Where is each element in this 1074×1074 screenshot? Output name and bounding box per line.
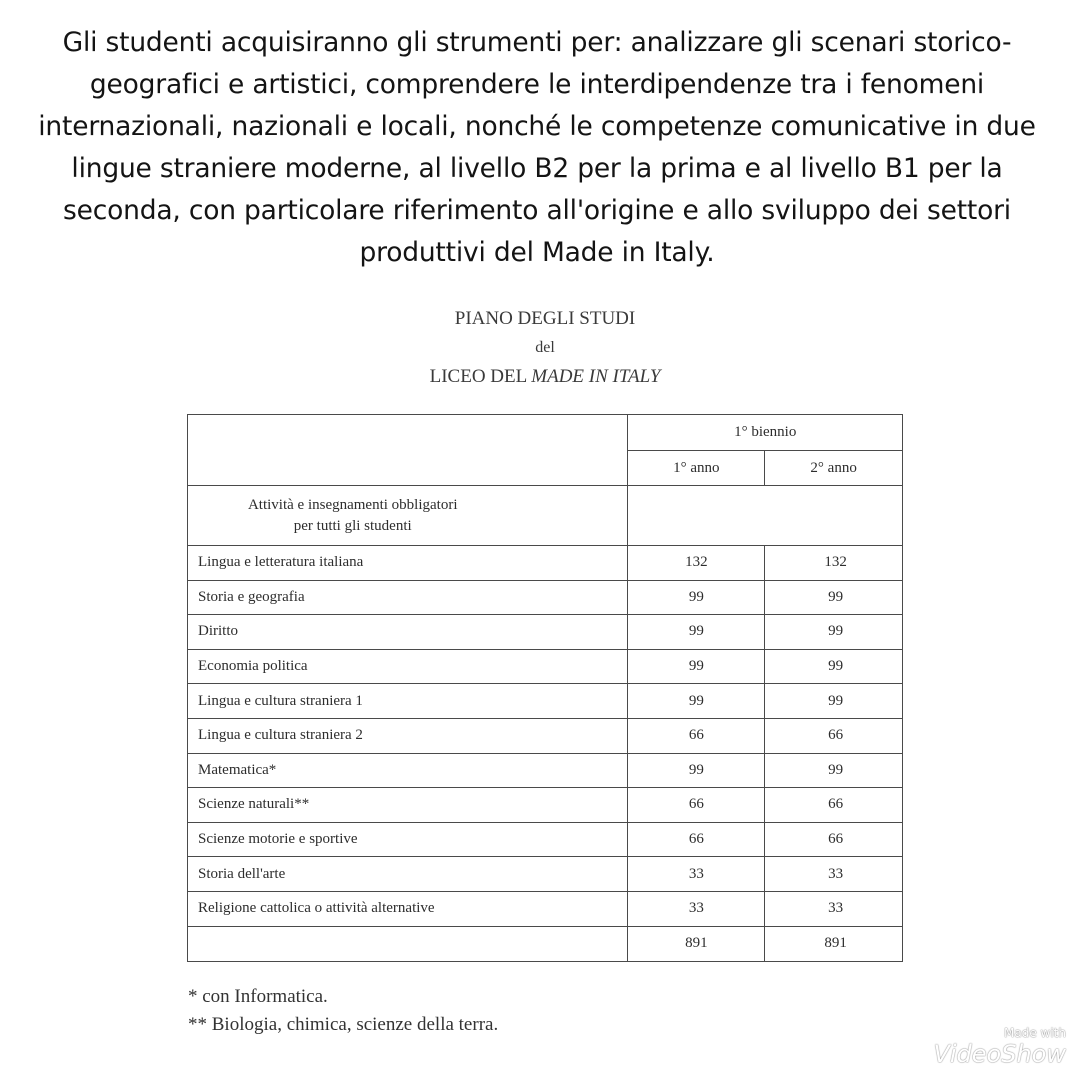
hours-year1: 99 (628, 615, 765, 650)
hours-year2: 132 (765, 546, 903, 581)
hours-year2: 33 (765, 857, 903, 892)
biennio-header: 1° biennio (628, 415, 903, 451)
subject-name: Economia politica (188, 649, 628, 684)
year1-header: 1° anno (628, 451, 765, 486)
table-row (188, 718, 903, 753)
intro-paragraph: Gli studenti acquisiranno gli strumenti per: analizzare gli scenari storico-geografici e artistici, comprendere le interdipendenze tra i fenomeni internazionali, nazionali e locali, nonché le competenze comunicative in due lingue straniere moderne, al livello B2 per la prima e al livello B1 per la seconda, con particolare riferimento all'origine e allo sviluppo dei settori produttivi del Made in Italy. (38, 27, 1036, 268)
section-label-line-1: Attività e insegnamenti obbligatori (247, 496, 458, 513)
hours-year2: 66 (765, 822, 903, 857)
table-row (188, 891, 903, 926)
section-empty-cell (628, 486, 903, 546)
title-line-3-emphasis: MADE IN ITALY (531, 366, 661, 387)
subject-name: Lingua e letteratura italiana (188, 546, 628, 581)
footnote-1: * con Informatica. (188, 986, 328, 1007)
title-line-3 (340, 362, 750, 391)
hours-year1: 33 (628, 891, 765, 926)
subject-name: Lingua e cultura straniera 2 (188, 718, 628, 753)
hours-year1: 66 (628, 788, 765, 823)
title-line-1: PIANO DEGLI STUDI (454, 308, 636, 329)
subject-name: Storia dell'arte (188, 857, 628, 892)
subject-name: Religione cattolica o attività alternative (188, 891, 628, 926)
section-row (188, 486, 903, 546)
section-label (188, 486, 628, 546)
table-row (188, 822, 903, 857)
watermark-logo: VideoShow (933, 1040, 1066, 1068)
hours-year1: 99 (628, 580, 765, 615)
title-line-3-prefix: LICEO DEL (429, 366, 532, 387)
table-row (188, 684, 903, 719)
table-row (188, 753, 903, 788)
hours-year1: 99 (628, 684, 765, 719)
hours-year1: 132 (628, 546, 765, 581)
subject-name: Scienze naturali** (188, 788, 628, 823)
footnotes (188, 983, 498, 1039)
subject-name: Diritto (188, 615, 628, 650)
study-plan-table (187, 414, 903, 962)
total-row (188, 926, 903, 961)
hours-year2: 66 (765, 788, 903, 823)
table-row (188, 788, 903, 823)
table-row (188, 615, 903, 650)
header-row-biennio (188, 415, 903, 451)
header-empty-cell (188, 415, 628, 486)
total-year1: 891 (628, 926, 765, 961)
total-year2: 891 (765, 926, 903, 961)
watermark-line-1: Made with (1004, 1026, 1066, 1040)
watermark (933, 1026, 1066, 1068)
hours-year1: 99 (628, 649, 765, 684)
table-row (188, 546, 903, 581)
section-label-line-2: per tutti gli studenti (293, 517, 412, 534)
hours-year1: 33 (628, 857, 765, 892)
hours-year2: 33 (765, 891, 903, 926)
hours-year1: 66 (628, 822, 765, 857)
document-title (340, 304, 750, 391)
subject-name: Storia e geografia (188, 580, 628, 615)
table-row (188, 649, 903, 684)
hours-year2: 99 (765, 684, 903, 719)
subject-rows (188, 546, 903, 927)
hours-year1: 66 (628, 718, 765, 753)
table-row (188, 580, 903, 615)
table-row (188, 857, 903, 892)
hours-year2: 99 (765, 615, 903, 650)
hours-year2: 99 (765, 753, 903, 788)
hours-year2: 66 (765, 718, 903, 753)
year2-header: 2° anno (765, 451, 903, 486)
subject-name: Scienze motorie e sportive (188, 822, 628, 857)
footnote-2: ** Biologia, chimica, scienze della terra. (188, 1014, 499, 1035)
total-empty-cell (188, 926, 628, 961)
title-line-2: del (535, 339, 555, 356)
subject-name: Matematica* (188, 753, 628, 788)
subject-name: Lingua e cultura straniera 1 (188, 684, 628, 719)
hours-year2: 99 (765, 580, 903, 615)
hours-year2: 99 (765, 649, 903, 684)
hours-year1: 99 (628, 753, 765, 788)
